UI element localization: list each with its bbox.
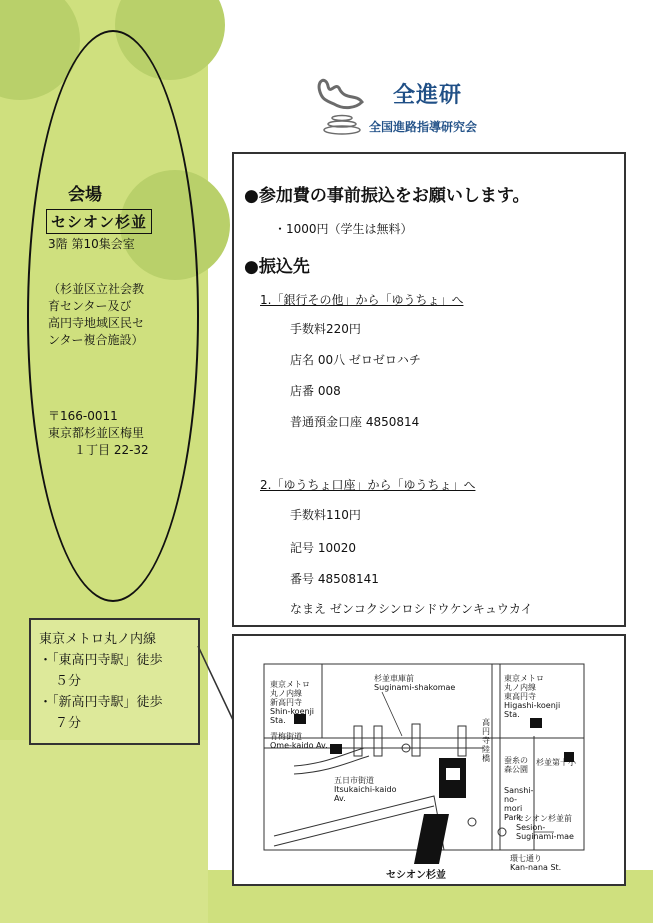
venue-note-line: ンター複合施設） — [48, 333, 144, 347]
payment-fee: ・1000円（学生は無料） — [274, 222, 413, 236]
yucho-title: 2.「ゆうちょ口座」から「ゆうちょ」へ — [260, 478, 476, 492]
map-label-ome: 青梅街道 Ome-kaido Av. — [270, 732, 328, 750]
logo-subtitle: 全国進路指導研究会 — [369, 120, 478, 134]
map-box — [232, 634, 626, 886]
access-time: ５分 — [55, 674, 82, 689]
map-label-shinkoenji: 東京メトロ 丸ノ内線 新高円寺 Shin-koenji Sta. — [270, 680, 315, 725]
map-label-kannana: 環七通り Kan-nana St. — [510, 854, 562, 872]
map-label-higashikoenji: 東京メトロ 丸ノ内線 東高円寺 Higashi-koenji Sta. — [504, 674, 561, 719]
logo-title: 全進研 — [393, 83, 463, 108]
access-time: ７分 — [55, 716, 82, 731]
map-label-park: 蚕糸の森公園 — [504, 756, 528, 774]
map-label-itsukaichi: 五日市街道 Itsukaichi-kaido Av. — [334, 776, 397, 803]
map-label-koenji-rikkyo: 高円寺陸橋 — [482, 718, 490, 763]
venue-note-line: 高円寺地域区民セ — [48, 316, 145, 330]
payment-heading: ●参加費の事前振込をお願いします。 — [244, 186, 530, 206]
map-label-bus-sesion: セシオン杉並前 Sesion- Suginami-mae — [516, 814, 574, 841]
venue-heading: 会場 — [68, 185, 102, 205]
map-label-venue: セシオン杉並 — [386, 870, 446, 881]
venue-address: １丁目 22-32 — [74, 443, 149, 457]
bank-fee: 手数料220円 — [290, 322, 361, 336]
access-route: ・「東高円寺駅」徒歩 — [39, 653, 163, 668]
bank-title: 1.「銀行その他」から「ゆうちょ」へ — [260, 293, 464, 307]
venue-address: 東京都杉並区梅里 — [48, 426, 145, 440]
logo-mark-icon — [312, 72, 368, 138]
venue-note-line: （杉並区立社会教 — [48, 282, 145, 296]
yucho-symbol: 記号 10020 — [290, 541, 356, 555]
map-label-park-en: Sanshi-no-mori Park — [504, 786, 534, 822]
map-label-school: 杉並第十小 — [536, 758, 576, 767]
access-box — [29, 618, 200, 745]
decorative-block — [0, 740, 208, 923]
venue-name: セシオン杉並 — [46, 209, 152, 234]
yucho-number: 番号 48508141 — [290, 572, 379, 586]
venue-postal: 〒166-0011 — [48, 409, 118, 423]
venue-note-line: 育センター及び — [48, 299, 132, 313]
bank-branch-name: 店名 00八 ゼロゼロハチ — [290, 353, 421, 367]
map-label-bus-shakomae: 杉並車庫前 Suginami-shakomae — [374, 674, 456, 692]
yucho-name: なまえ ゼンコクシンロシドウケンキュウカイ — [290, 602, 533, 616]
payment-box — [232, 152, 626, 627]
destination-heading: ●振込先 — [244, 257, 310, 277]
access-route: ・「新高円寺駅」徒歩 — [39, 695, 163, 710]
bank-branch-number: 店番 008 — [290, 384, 341, 398]
bank-account: 普通預金口座 4850814 — [290, 415, 420, 429]
venue-room: 3階 第10集会室 — [48, 237, 135, 251]
yucho-fee: 手数料110円 — [290, 508, 361, 522]
access-line: 東京メトロ丸ノ内線 — [39, 632, 157, 647]
